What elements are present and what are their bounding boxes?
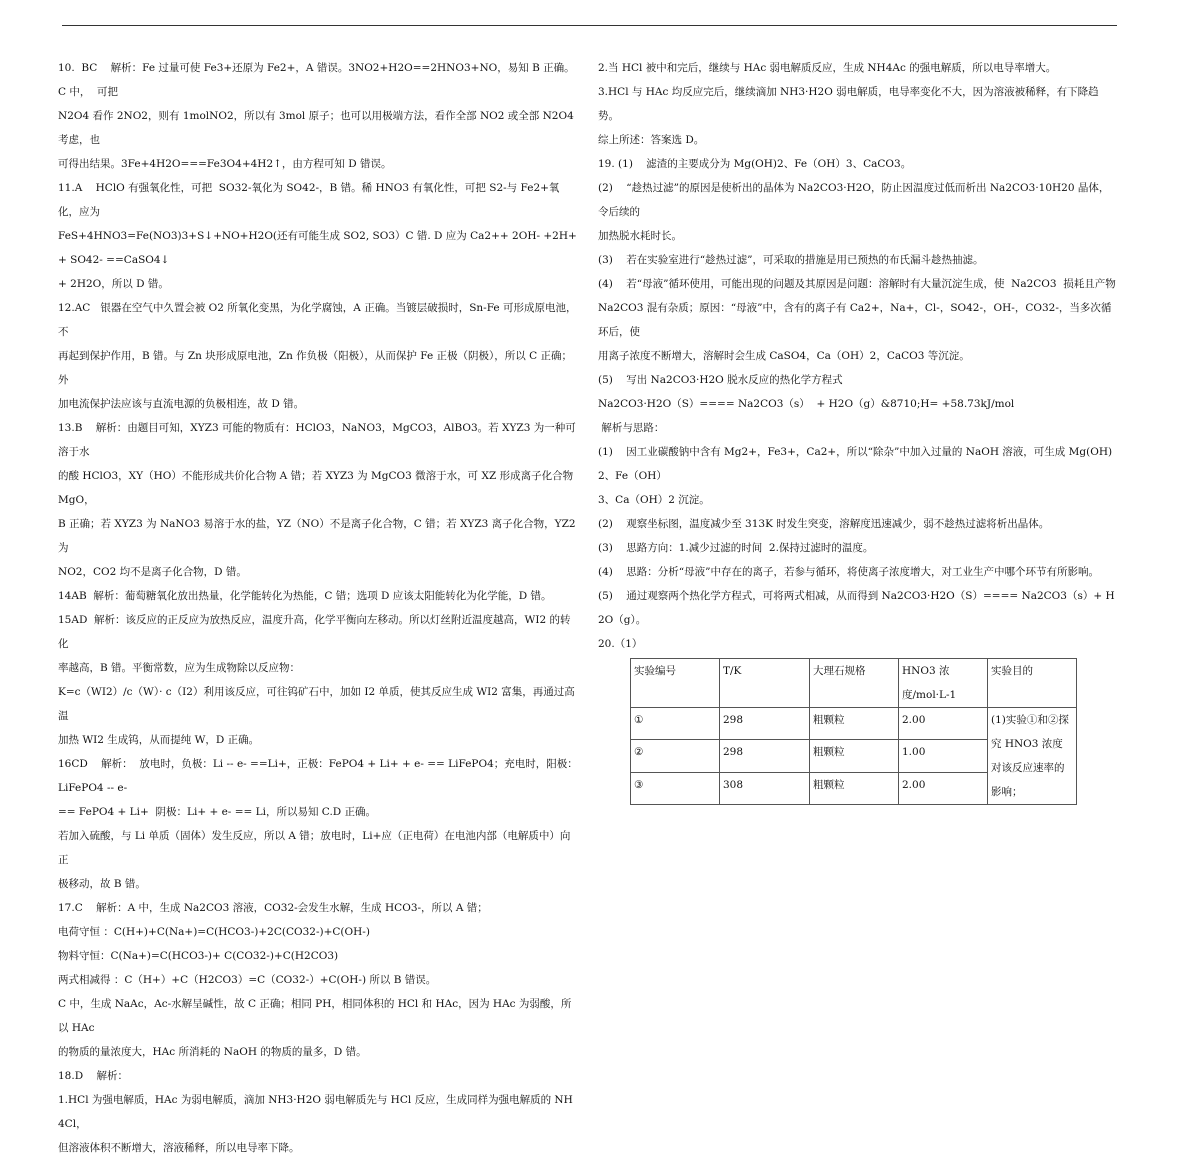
table-cell: ② <box>631 740 720 772</box>
table-cell: 298 <box>720 740 810 772</box>
header-cell: HNO3 浓 度/mol·L-1 <box>899 659 988 708</box>
text-line: == FePO4 + Li+ 阴极：Li+ + e- == Li，所以易知 C.D 正确。 <box>58 806 377 818</box>
table-cell: 298 <box>720 708 810 740</box>
text-line: 的酸 HClO3，XY（HO）不能形成共价化合物 A 错；若 XYZ3 为 MgCO3 微溶于水，可 XZ 形成离子化合物 MgO， <box>58 470 577 506</box>
table-cell: ③ <box>631 772 720 804</box>
experiment-table <box>630 658 1077 805</box>
table-cell: ① <box>631 708 720 740</box>
text-line: 率越高，B 错。平衡常数，应为生成物除以反应物： <box>58 662 301 674</box>
text-line: (5) 通过观察两个热化学方程式，可将两式相减，从而得到 Na2CO3·H2O（S）==== Na2CO3（s）+ H2O（g）。 <box>598 590 1115 626</box>
text-line: 13.B 解析：由题目可知，XYZ3 可能的物质有：HClO3，NaNO3，MgCO3，AlBO3。若 XYZ3 为一种可溶于水 <box>58 422 576 458</box>
text-line: 18.D 解析： <box>58 1070 128 1082</box>
purpose-cell: (1)实验①和②探究 HNO3 浓度对该反应速率的影响； <box>988 708 1077 805</box>
text-line: 若加入硫酸，与 Li 单质（固体）发生反应，所以 A 错；放电时，Li+应（正电荷）在电池内部（电解质中）向正 <box>58 830 571 866</box>
text-line: 17.C 解析：A 中，生成 Na2CO3 溶液，CO32-会发生水解，生成 HCO3-，所以 A 错； <box>58 902 488 914</box>
table-cell: 1.00 <box>899 740 988 772</box>
text-line: 加电流保护法应该与直流电源的负极相连，故 D 错。 <box>58 398 305 410</box>
text-line: 用离子浓度不断增大，溶解时会生成 CaSO4，Ca（OH）2，CaCO3 等沉淀。 <box>598 350 970 362</box>
text-line: 11.A HClO 有强氧化性，可把 SO32-氧化为 SO42-，B 错。稀 HNO3 有氧化性，可把 S2-与 Fe2+氧化，应为 <box>58 182 560 218</box>
text-line: 3.HCl 与 HAc 均反应完后，继续滴加 NH3·H2O 弱电解质，电导率变化不大，因为溶液被稀释，有下降趋势。 <box>598 86 1099 122</box>
text-line: 12.AC 银器在空气中久置会被 O2 所氧化变黑，为化学腐蚀，A 正确。当镀层破损时，Sn-Fe 可形成原电池，不 <box>58 302 577 338</box>
table-cell: 308 <box>720 772 810 804</box>
top-rule <box>62 25 1117 26</box>
text-line: 加热 WI2 生成钨，从而提纯 W，D 正确。 <box>58 734 260 746</box>
header-cell: 实验编号 <box>631 659 720 708</box>
right-column <box>598 56 1118 805</box>
table-cell: 粗颗粒 <box>810 740 899 772</box>
text-line: 综上所述：答案选 D。 <box>598 134 705 146</box>
text-line: (5) 写出 Na2CO3·H2O 脱水反应的热化学方程式 <box>598 374 843 386</box>
text-line: FeS+4HNO3=Fe(NO3)3+S↓+NO+H2O(还有可能生成 SO2, SO3）C 错. D 应为 Ca2++ 2OH- +2H+ + SO42- ==CaSO4↓ <box>58 230 581 266</box>
header-cell: 大理石规格 <box>810 659 899 708</box>
text-line: 20.（1） <box>598 638 643 650</box>
text-line: (1) 因工业碳酸钠中含有 Mg2+，Fe3+，Ca2+，所以“除杂”中加入过量的 NaOH 溶液，可生成 Mg(OH)2、Fe（OH） <box>598 446 1113 482</box>
text-line: NO2，CO2 均不是离子化合物，D 错。 <box>58 566 247 578</box>
text-line: 可得出结果。3Fe+4H2O===Fe3O4+4H2↑，由方程可知 D 错误。 <box>58 158 392 170</box>
header-cell: T/K <box>720 659 810 708</box>
table-cell: 粗颗粒 <box>810 772 899 804</box>
text-line: 极移动，故 B 错。 <box>58 878 146 890</box>
table-cell: 2.00 <box>899 708 988 740</box>
text-line: 电荷守恒 ：C(H+)+C(Na+)=C(HCO3-)+2C(CO32-)+C(OH-) <box>58 926 370 938</box>
text-line: 但溶液体积不断增大，溶液稀释，所以电导率下降。 <box>58 1142 300 1154</box>
text-line: 再起到保护作用，B 错。与 Zn 块形成原电池，Zn 作负极（阳极），从而保护 Fe 正极（阴极），所以 C 正确；外 <box>58 350 572 386</box>
text-line: 1.HCl 为强电解质，HAc 为弱电解质，滴加 NH3·H2O 弱电解质先与 HCl 反应，生成同样为强电解质的 NH4Cl， <box>58 1094 573 1130</box>
left-column <box>58 56 581 1160</box>
text-line: Na2CO3 混有杂质；原因：“母液”中，含有的离子有 Ca2+，Na+，Cl-，SO42-，OH-，CO32-，当多次循环后，使 <box>598 302 1112 338</box>
text-line: 19. (1) 滤渣的主要成分为 Mg(OH)2、Fe（OH）3、CaCO3。 <box>598 158 912 170</box>
text-line: 14AB 解析：葡萄糖氧化放出热量，化学能转化为热能，C 错；选项 D 应该太阳能转化为化学能，D 错。 <box>58 590 552 602</box>
text-line: 的物质的量浓度大，HAc 所消耗的 NaOH 的物质的量多，D 错。 <box>58 1046 367 1058</box>
text-line: (4) 若“母液”循环使用，可能出现的问题及其原因是问题：溶解时有大量沉淀生成，使 Na2CO3 损耗且产物 <box>598 278 1116 290</box>
text-line: 物料守恒：C(Na+)=C(HCO3-)+ C(CO32-)+C(H2CO3) <box>58 950 339 962</box>
text-line: N2O4 看作 2NO2，则有 1molNO2，所以有 3mol 原子；也可以用极端方法，看作全部 NO2 或全部 N2O4 考虑，也 <box>58 110 578 146</box>
text-line: (2) 观察坐标图，温度减少至 313K 时发生突变，溶解度迅速减少，弱不趁热过滤将析出晶体。 <box>598 518 1050 530</box>
table-header-row <box>631 659 1077 708</box>
text-line: 解析与思路： <box>598 422 665 434</box>
text-line: (2) “趁热过滤”的原因是使析出的晶体为 Na2CO3·H2O，防止因温度过低而析出 Na2CO3·10H20 晶体，令后续的 <box>598 182 1110 218</box>
text-line: 2.当 HCl 被中和完后，继续与 HAc 弱电解质反应，生成 NH4Ac 的强电解质，所以电导率增大。 <box>598 62 1057 74</box>
text-line: C 中，生成 NaAc，Ac-水解呈碱性，故 C 正确；相同 PH，相同体积的 HCl 和 HAc，因为 HAc 为弱酸，所以 HAc <box>58 998 572 1034</box>
text-line: 10. BC 解析：Fe 过量可使 Fe3+还原为 Fe2+，A 错误。3NO2+H2O==2HNO3+NO，易知 B 正确。C 中， 可把 <box>58 62 575 98</box>
table-row <box>631 708 1077 740</box>
text-line: (4) 思路：分析“母液”中存在的离子，若参与循环，将使离子浓度增大，对工业生产中哪个环节有所影响。 <box>598 566 1099 578</box>
text-line: Na2CO3·H2O（S）==== Na2CO3（s） + H2O（g）&8710;H= +58.73kJ/mol <box>598 398 1015 410</box>
text-line: K=c（WI2）/c（W）· c（I2）利用该反应，可往钨矿石中，加如 I2 单质，使其反应生成 WI2 富集，再通过高温 <box>58 686 575 722</box>
text-line: + 2H2O，所以 D 错。 <box>58 278 169 290</box>
text-line: B 正确；若 XYZ3 为 NaNO3 易溶于水的盐，YZ（NO）不是离子化合物，C 错；若 XYZ3 离子化合物，YZ2 为 <box>58 518 579 554</box>
text-line: (3) 思路方向：1.减少过滤的时间 2.保持过滤时的温度。 <box>598 542 874 554</box>
table-cell: 粗颗粒 <box>810 708 899 740</box>
text-line: 3、Ca（OH）2 沉淀。 <box>598 494 710 506</box>
text-line: 16CD 解析： 放电时，负极：Li -- e- ==Li+，正极：FePO4 + Li+ + e- == LiFePO4；充电时，阳极：LiFePO4 -- e- <box>58 758 578 794</box>
table-cell: 2.00 <box>899 772 988 804</box>
text-line: 两式相减得 ：C（H+）+C（H2CO3）=C（CO32-）+C(OH-) 所以 B 错误。 <box>58 974 437 986</box>
text-line: 15AD 解析：该反应的正反应为放热反应，温度升高，化学平衡向左移动。所以灯丝附近温度越高，WI2 的转化 <box>58 614 571 650</box>
header-cell: 实验目的 <box>988 659 1077 708</box>
text-line: 加热脱水耗时长。 <box>598 230 682 242</box>
text-line: (3) 若在实验室进行“趁热过滤”，可采取的措施是用已预热的布氏漏斗趁热抽滤。 <box>598 254 984 266</box>
